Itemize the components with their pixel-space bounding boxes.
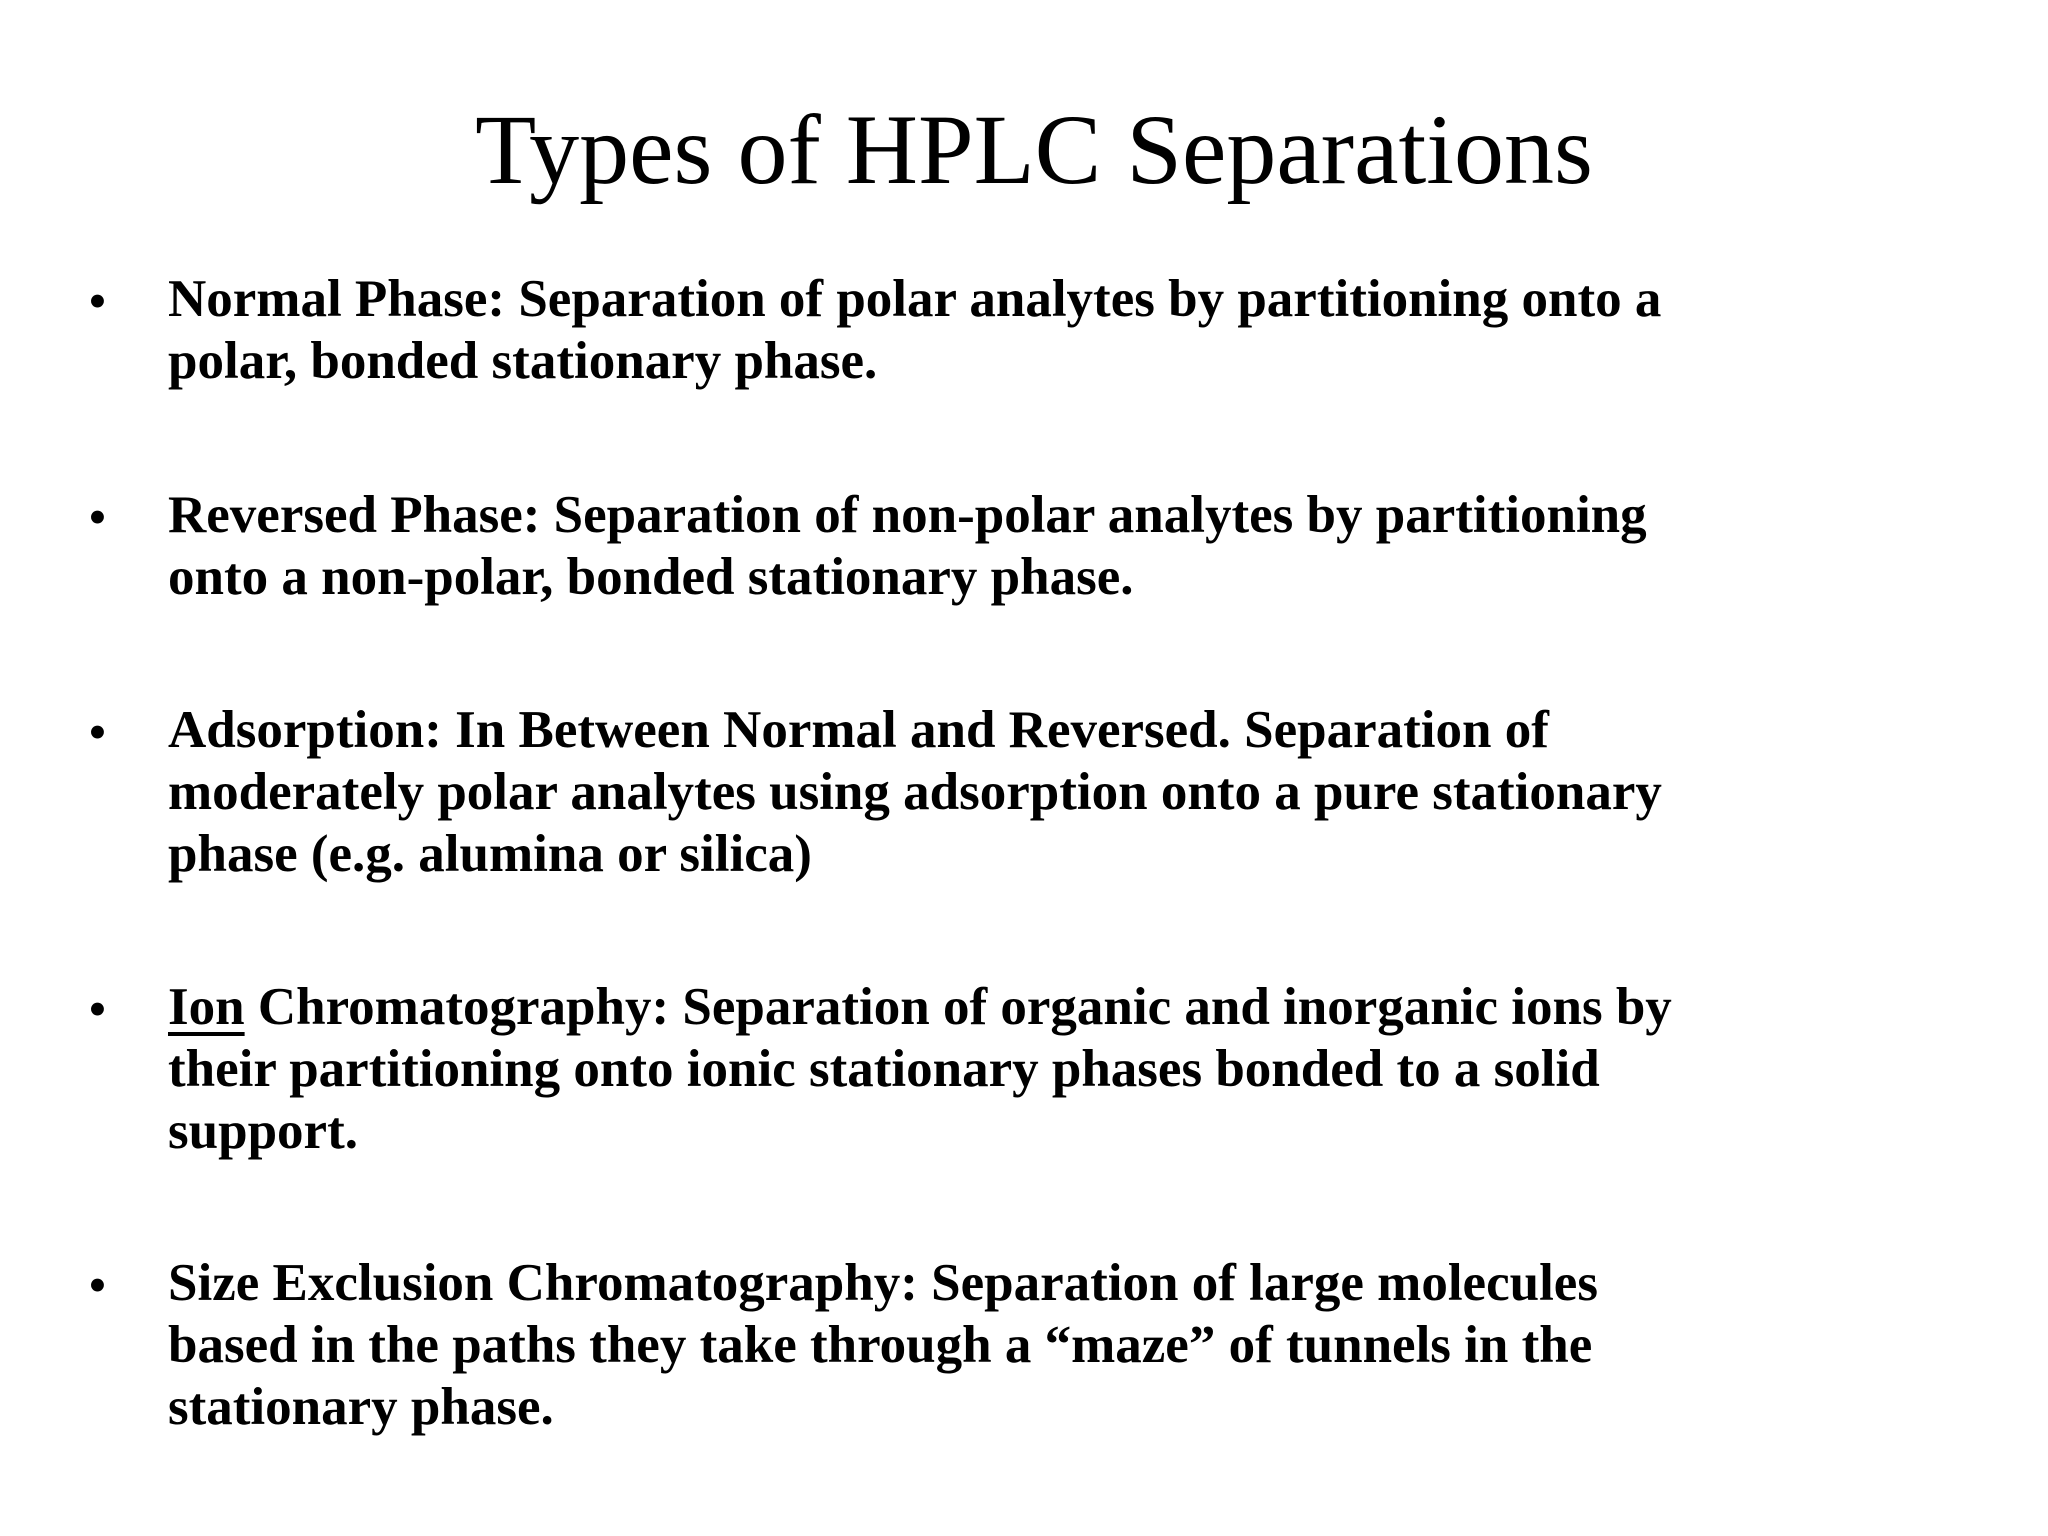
bullet-line: Normal Phase: Separation of polar analytes by partitioning onto a <box>168 270 1662 328</box>
underlined-term: Ion <box>168 978 245 1036</box>
bullet-text <box>168 976 2048 1162</box>
bullet-text <box>168 1252 2048 1438</box>
bullet-line: Adsorption: In Between Normal and Reversed. Separation of <box>168 701 1549 759</box>
bullet-icon: • <box>88 271 107 331</box>
bullet-line: stationary phase. <box>168 1378 554 1436</box>
bullet-icon: • <box>88 487 107 547</box>
bullet-line: phase (e.g. alumina or silica) <box>168 825 812 883</box>
bullet-line: Reversed Phase: Separation of non-polar analytes by partitioning <box>168 486 1647 544</box>
bullet-line <box>168 976 2048 1038</box>
bullet-icon: • <box>88 702 107 762</box>
bullet-line: polar, bonded stationary phase. <box>168 332 878 390</box>
slide-title: Types of HPLC Separations <box>475 94 1593 205</box>
bullet-text <box>168 484 2048 608</box>
bullet-line: moderately polar analytes using adsorption onto a pure stationary <box>168 763 1662 821</box>
bullet-icon: • <box>88 979 107 1039</box>
bullet-line: support. <box>168 1102 358 1160</box>
bullet-icon: • <box>88 1255 107 1315</box>
bullet-line-rest: Chromatography: Separation of organic and inorganic ions by <box>244 978 1672 1036</box>
bullet-line: based in the paths they take through a “maze” of tunnels in the <box>168 1316 1593 1374</box>
bullet-text <box>168 699 2048 885</box>
bullet-line: their partitioning onto ionic stationary phases bonded to a solid <box>168 1040 1600 1098</box>
bullet-line: Size Exclusion Chromatography: Separation of large molecules <box>168 1254 1598 1312</box>
bullet-line: onto a non-polar, bonded stationary phase. <box>168 548 1134 606</box>
bullet-text <box>168 268 2048 392</box>
